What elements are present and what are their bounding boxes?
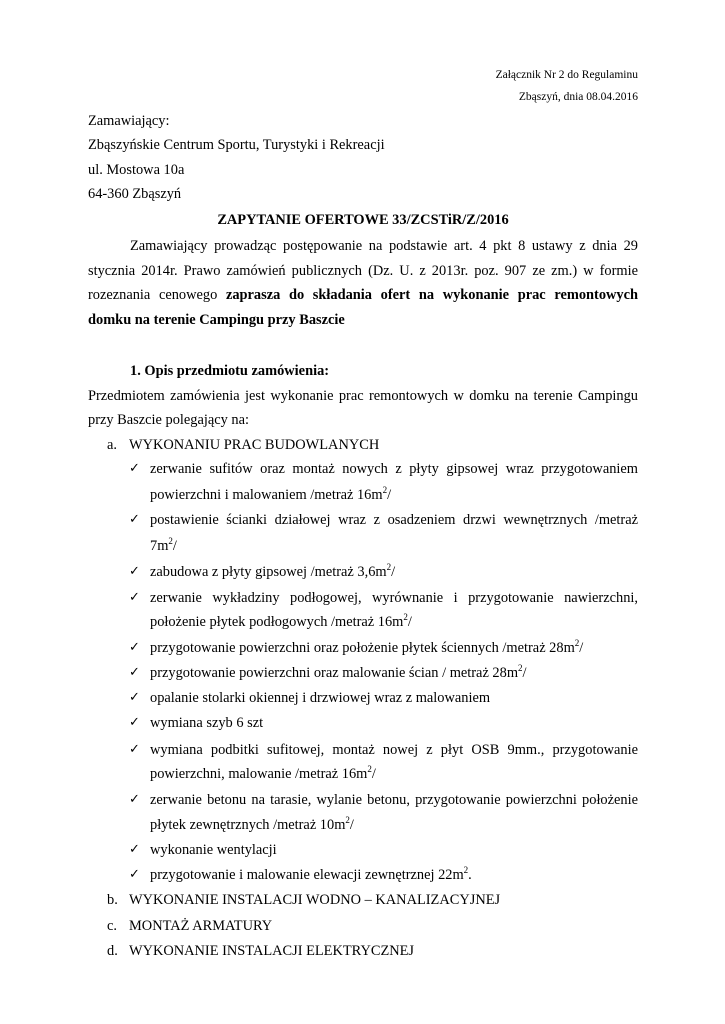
superscript: 2: [168, 536, 173, 547]
superscript: 2: [367, 764, 372, 775]
list-marker-c: c.: [107, 918, 117, 934]
check-icon: ✓: [129, 461, 140, 476]
check-icon: ✓: [129, 792, 140, 807]
item-10-end: /: [349, 817, 354, 833]
item-9-line-1: wymiana podbitki sufitowej, montaż nowej z płyt OSB 9mm., przygotowanie: [150, 742, 638, 758]
superscript: 2: [463, 865, 469, 876]
date-line: Zbąszyń, dnia 08.04.2016: [518, 91, 638, 103]
list-label-d: WYKONANIE INSTALACJI ELEKTRYCZNEJ: [129, 943, 415, 959]
item-2-end: /: [172, 538, 177, 554]
check-icon: ✓: [129, 564, 140, 579]
check-icon: ✓: [129, 690, 140, 705]
superscript: 2: [518, 663, 523, 674]
superscript: 2: [403, 612, 408, 623]
item-12-end: .: [468, 867, 472, 883]
item-9-end: /: [371, 766, 376, 782]
item-9-text: powierzchni, malowanie /metraż 16m: [150, 766, 368, 782]
item-9-line-2: [150, 765, 638, 783]
item-6-text: przygotowanie powierzchni oraz malowanie ścian / metraż 28m: [150, 665, 519, 681]
document-title: ZAPYTANIE OFERTOWE 33/ZCSTiR/Z/2016: [217, 212, 509, 228]
check-icon: ✓: [129, 640, 140, 655]
check-icon: ✓: [129, 742, 140, 757]
list-label-c: MONTAŻ ARMATURY: [129, 918, 273, 934]
item-1-line-2: [150, 486, 638, 504]
check-icon: ✓: [129, 867, 140, 882]
item-1-line-1: zerwanie sufitów oraz montaż nowych z płyty gipsowej wraz przygotowaniem: [150, 461, 638, 477]
intro-line-1: Zamawiający prowadząc postępowanie na podstawie art. 4 pkt 8 ustawy z dnia 29: [130, 238, 638, 254]
superscript: 2: [345, 815, 350, 826]
orderer-street: ul. Mostowa 10a: [88, 162, 185, 178]
superscript: 2: [386, 562, 392, 573]
list-marker-d: d.: [107, 943, 118, 959]
item-6-end: /: [522, 665, 527, 681]
intro-line-4: domku na terenie Campingu przy Baszcie: [88, 312, 345, 328]
item-4-end: /: [407, 614, 412, 630]
item-10-line-2: [150, 816, 638, 834]
item-3-text: zabudowa z płyty gipsowej /metraż 3,6m: [150, 564, 387, 580]
check-icon: ✓: [129, 715, 140, 730]
item-12-text: przygotowanie i malowanie elewacji zewnętrznej 22m: [150, 867, 464, 883]
item-4-line-1: zerwanie wykładziny podłogowej, wyrównanie i przygotowanie nawierzchni,: [150, 590, 638, 606]
item-1-end: /: [387, 487, 392, 503]
item-10-line-1: zerwanie betonu na tarasie, wylanie betonu, przygotowanie powierzchni położenie: [150, 792, 638, 808]
orderer-name: Zbąszyńskie Centrum Sportu, Turystyki i Rekreacji: [88, 137, 385, 153]
item-2-text: 7m: [150, 538, 169, 554]
item-5-end: /: [579, 640, 584, 656]
check-icon: ✓: [129, 665, 140, 680]
item-2-line-1: postawienie ścianki działowej wraz z osadzeniem drzwi wewnętrznych /metraż: [150, 512, 638, 528]
attachment-note: Załącznik Nr 2 do Regulaminu: [495, 69, 638, 81]
intro-line-2: stycznia 2014r. Prawo zamówień publicznych (Dz. U. z 2013r. poz. 907 ze zm.) w formie: [88, 263, 638, 279]
section-1-heading: 1. Opis przedmiotu zamówienia:: [130, 363, 330, 379]
list-label-b: WYKONANIE INSTALACJI WODNO – KANALIZACYJNEJ: [129, 892, 501, 908]
section-1-desc-2: przy Baszcie polegający na:: [88, 412, 250, 428]
list-marker-a: a.: [107, 437, 117, 453]
item-2-line-2: [150, 537, 638, 555]
check-icon: ✓: [129, 590, 140, 605]
item-3: [150, 563, 638, 581]
item-4-text: położenie płytek podłogowych /metraż 16m: [150, 614, 404, 630]
item-1-text: powierzchni i malowaniem /metraż 16m: [150, 487, 383, 503]
item-8: wymiana szyb 6 szt: [150, 715, 264, 731]
intro-line-3-bold: zaprasza do składania ofert na wykonanie prac remontowych: [225, 287, 638, 303]
section-1-desc-1: Przedmiotem zamówienia jest wykonanie prac remontowych w domku na terenie Campingu: [88, 388, 638, 404]
intro-line-3: [88, 286, 638, 304]
orderer-city: 64-360 Zbąszyń: [88, 186, 182, 202]
item-3-end: /: [391, 564, 396, 580]
intro-line-3-normal: rozeznania cenowego: [88, 287, 226, 303]
superscript: 2: [574, 638, 580, 649]
list-marker-b: b.: [107, 892, 118, 908]
item-6: [150, 664, 638, 682]
check-icon: ✓: [129, 512, 140, 527]
item-4-line-2: [150, 613, 638, 631]
check-icon: ✓: [129, 842, 140, 857]
orderer-label: Zamawiający:: [88, 113, 170, 129]
item-7: opalanie stolarki okiennej i drzwiowej wraz z malowaniem: [150, 690, 491, 706]
item-11: wykonanie wentylacji: [150, 842, 277, 858]
superscript: 2: [382, 485, 388, 496]
item-10-text: płytek zewnętrznych /metraż 10m: [150, 817, 346, 833]
item-5-text: przygotowanie powierzchni oraz położenie płytek ściennych /metraż 28m: [150, 640, 575, 656]
item-12: [150, 866, 638, 884]
item-5: [150, 639, 638, 657]
list-label-a: WYKONANIU PRAC BUDOWLANYCH: [129, 437, 380, 453]
